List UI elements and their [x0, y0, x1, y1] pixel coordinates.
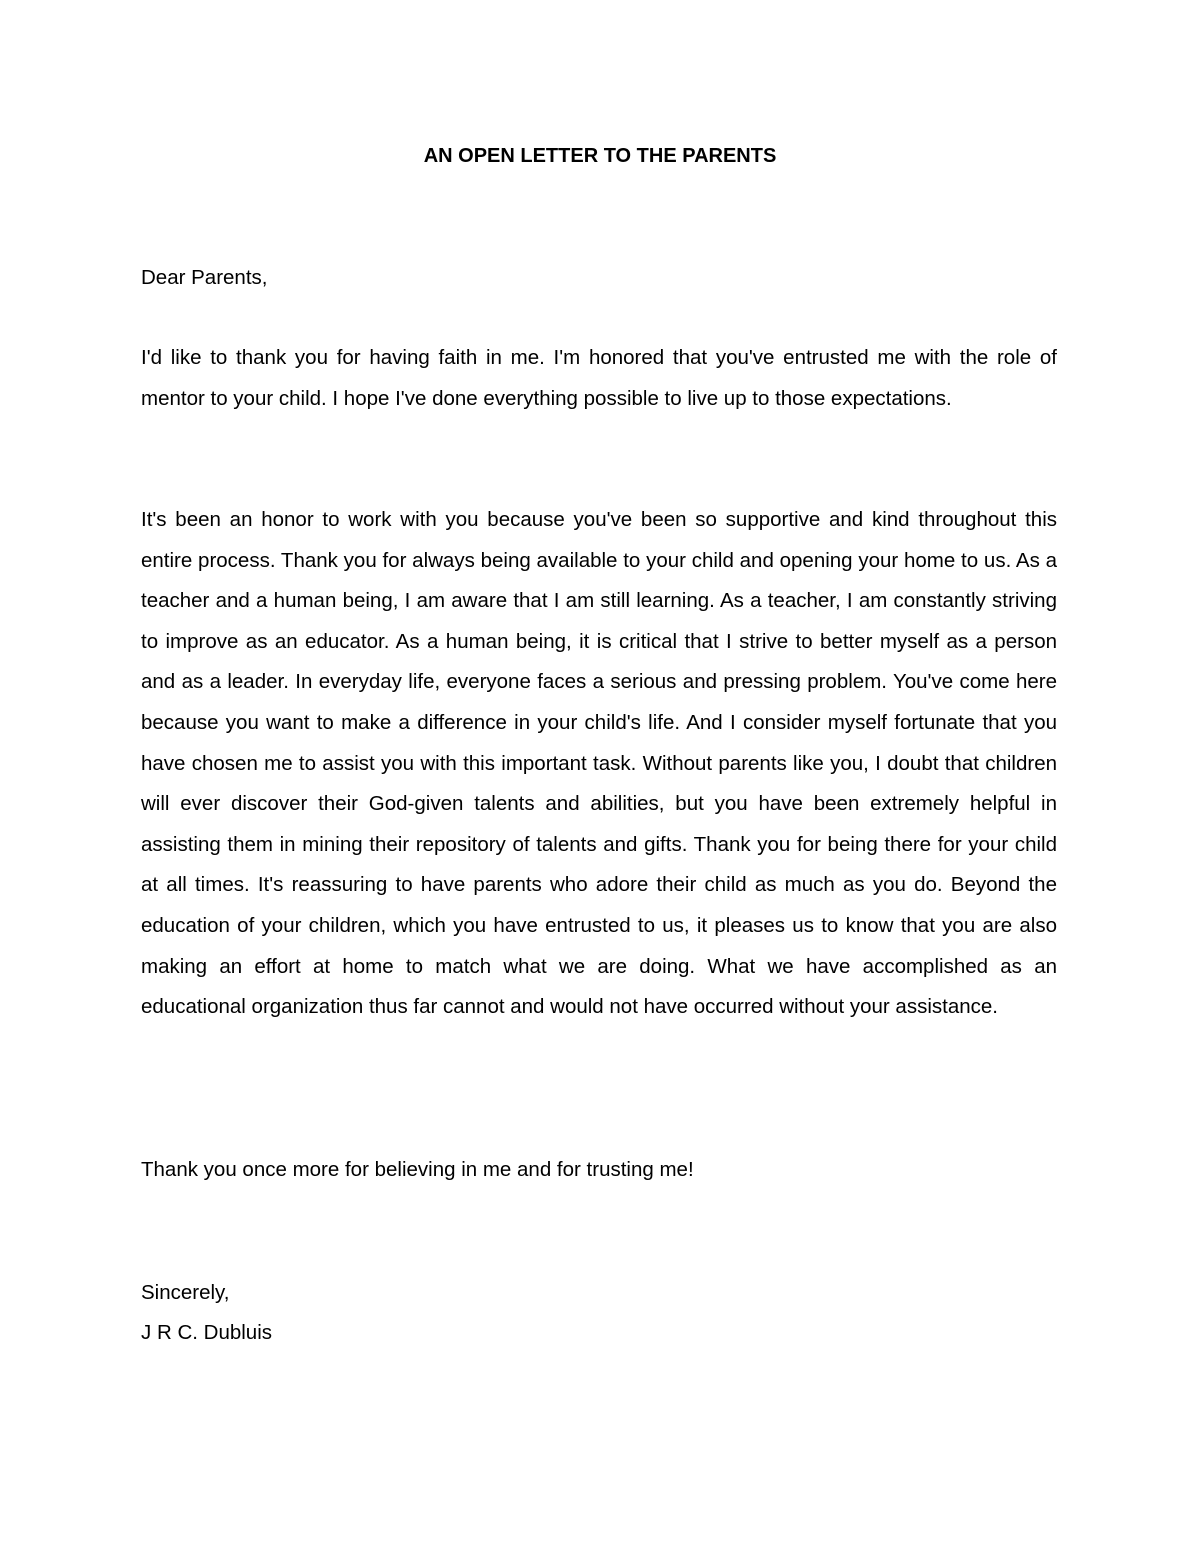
closing: Sincerely,: [141, 1281, 230, 1304]
letter-title: AN OPEN LETTER TO THE PARENTS: [423, 145, 777, 167]
paragraph-thanks: Thank you once more for believing in me and for trusting me!: [141, 1158, 694, 1181]
salutation: Dear Parents,: [141, 266, 268, 289]
paragraph-body: It's been an honor to work with you because you've been so supportive and kind throughout this entire process. Thank you for always being available to your child and opening your home to us. As a teacher and a human being, I am aware that I am still learning. As a teacher, I am constantly striving to improve as an educator. As a human being, it is critical that I strive to better myself as a person and as a leader. In everyday life, everyone faces a serious and pressing problem. You've come here because you want to make a difference in your child's life. And I consider myself fortunate that you have chosen me to assist you with this important task. Without parents like you, I doubt that children will ever discover their God-given talents and abilities, but you have been extremely helpful in assisting them in mining their repository of talents and gifts. Thank you for being there for your child at all times. It's reassuring to have parents who adore their child as much as you do. Beyond the education of your children, which you have entrusted to us, it pleases us to know that you are also making an effort at home to match what we are doing. What we have accomplished as an educational organization thus far cannot and would not have occurred without your assistance.: [141, 508, 1057, 1019]
paragraph-intro: I'd like to thank you for having faith in me. I'm honored that you've entrusted me with the role of mentor to your child. I hope I've done everything possible to live up to those expectations.: [141, 346, 1057, 410]
signature-name: J R C. Dubluis: [141, 1321, 273, 1344]
